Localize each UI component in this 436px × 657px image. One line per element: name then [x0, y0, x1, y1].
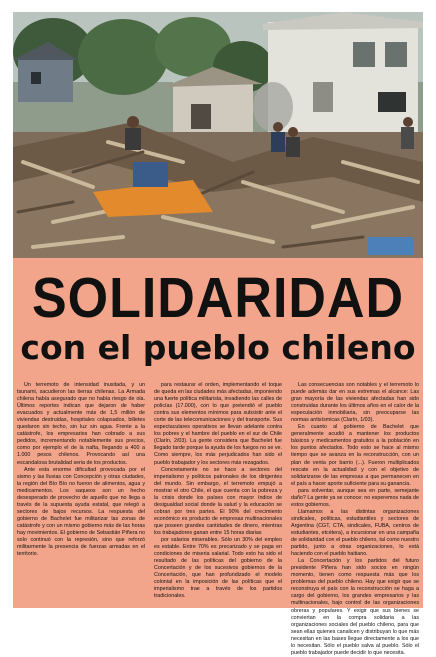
article-column-2	[154, 382, 282, 600]
article-column-1	[17, 382, 145, 558]
paragraph: Concretamente no se hace a sectores del imperialismo y políticos patronales de los dirigentes del mundo. Sin embargo, el terremoto empujó a mostrar el otro Chile, el que cuenta con la pobreza y la crisis donde los países con mayor índice de desigualdad social donde la salud y la educación se cobran por tres partes. El 90% del crecimiento económico es producto de empresas multinacionales que poseen grandes cantidades de dinero, mientras los trabajadores ganan entre 15 horas diarias	[154, 466, 282, 536]
photo-illustration	[13, 12, 423, 258]
headline-title: SOLIDARIDAD	[31, 267, 405, 330]
paragraph: por salarios miserables. Sólo un 30% del empleo es estable. Entre 70% es precarizado y se paga en condiciones de miseria salarial. Todo esto ha sido el resultado de las políticas del gobierno de la Concertación y de los sucesivos gobiernos de la Concertación, que han profundizado el modelo colonial en la imposición de las políticas que el imperialismo trae a través de los partidos tradicionales.	[154, 537, 282, 600]
paragraph: Las consecuencias son notables y el terremoto lo puede además dar en sus extremas el alcance: Las gran mayoría de las viviendas afectadas han sido construidas durante los últimos años en el calor de la especulación inmobiliaria, sin preocuparse las normas antisísmicas (Clarín, 1/03).	[291, 382, 419, 424]
paragraph: Llamamos a las distintas organizaciones sindicales, políticas, estudiantiles y sectores de Argentina (CGT, CTA, sindicales, FUBA, centros de estudiantes, etcétera), a incursionar en una campaña de solidaridad con el pueblo chileno, tal como nuestro partido, junto a otras organizaciones, lo está haciendo con el pueblo haitiano.	[291, 508, 419, 558]
headline-subtitle: con el pueblo chileno	[20, 328, 416, 367]
paragraph: La Concertación y los partidos del futuro presidente Piñera han sido socios en ningún momento, tienen como respuesta más que los problemas del pueblo chileno. Hay que exigir que se reconstruya el país con la reconstrucción se haga a cargo del gobierno, los grandes empresarios y las multinacionales, bajo control de las organizaciones obreras y populares. Y exigir que sus bienes se conviertan en la compra solidaria a las organizaciones sociales del pueblo chileno, para que sean ellas quienes canalicen y distribuyan lo que más necesitan en las bases llegue directamente a los que lo necesitan. Sólo el pueblo salva al pueblo. Sólo el pueblo trabajador puede decidir lo que necesita.	[291, 558, 419, 656]
article-body	[13, 378, 423, 656]
paragraph: En cuanto al gobierno de Bachelet que generalmente acudió a mantener los productos básicos y medicamentos gratuitos a la población en los puntos afectados. Todo esto se hace al mismo tiempo que se avanza en la reconstrucción, con un plan de venta por barrio (...). Fueron multiplicados rescate en la actualidad y con el objetivo de solidarizarse de las empresas a que permanecen en el país a hacer aporte suficiente para su ganancia.	[291, 424, 419, 487]
headline-band	[13, 258, 423, 378]
article-column-3	[291, 382, 419, 657]
earthquake-ruins-photo	[13, 12, 423, 258]
paragraph: Ante esta enorme dificultad provocada por el sismo y las lluvias con Concepción y otras ciudades, la región del Bío Bío no fueron de alimentos, agua y medicamentos. Los saqueos son un hecho desesperado de provecho de aquello que no llega a través de la supuesta ayuda estatal, que relegó a sectores de bajos recursos. La respuesta del gobierno de Bachelet fue militarizar las zonas de catástrofe y con un mismo gobierno más de las horas hay movimientos. El gobierno de Sebastián Piñera no solo continuó con la represión, sino que reforzó militarmente la presencia de fuerzas armadas en el territorio.	[17, 466, 145, 558]
paragraph: para restaurar el orden, implementando el toque de queda en las ciudades más afectadas, imponiendo una fuerte política militarista, invadiendo las calles de policías (17.000), con lo que pretendió el pueblo contra sus elementos mínimos para subsistir ante el corte de las telecomunicaciones y del transporte. Sus espectaculares operativos se llevan adelante contra los pobres y el hambre del pueblo en el sur de Chile (Clarín, 2/03). La gente considera que Bachelet fue llegado tarde porque la ayuda de los fuegos no se ve. Como siempre, los más perjudicados han sido el pueblo trabajador y los sectores más rezagados.	[154, 382, 282, 466]
paragraph: Un terremoto de intensidad inusitada, y un tsunami, sacudieron las tierras chilenas. La Armada chilena había asegurado que no había riesgo de ola. Últimos reportes indican que dejaron de haber evacuados y actualmente más de 1,5 millón de viviendas destruidas, hospitales colapsados, billetes quedaron sin techo, sin luz sin agua. Frente a la catástrofe, los empresarios han cobrado a sus pedidos, incrementando notablemente sus precios, como por ejemplo el de la nafta, llegando a 400 a 1.000 pesos chilenos. Provocando así una escandalosa brutalidad seria de los productos.	[17, 382, 145, 466]
paragraph: para solventar, aunque sea en parte, semejante daño? La gente ya se conoce: no esperemos nada de estos gobiernos.	[291, 487, 419, 508]
